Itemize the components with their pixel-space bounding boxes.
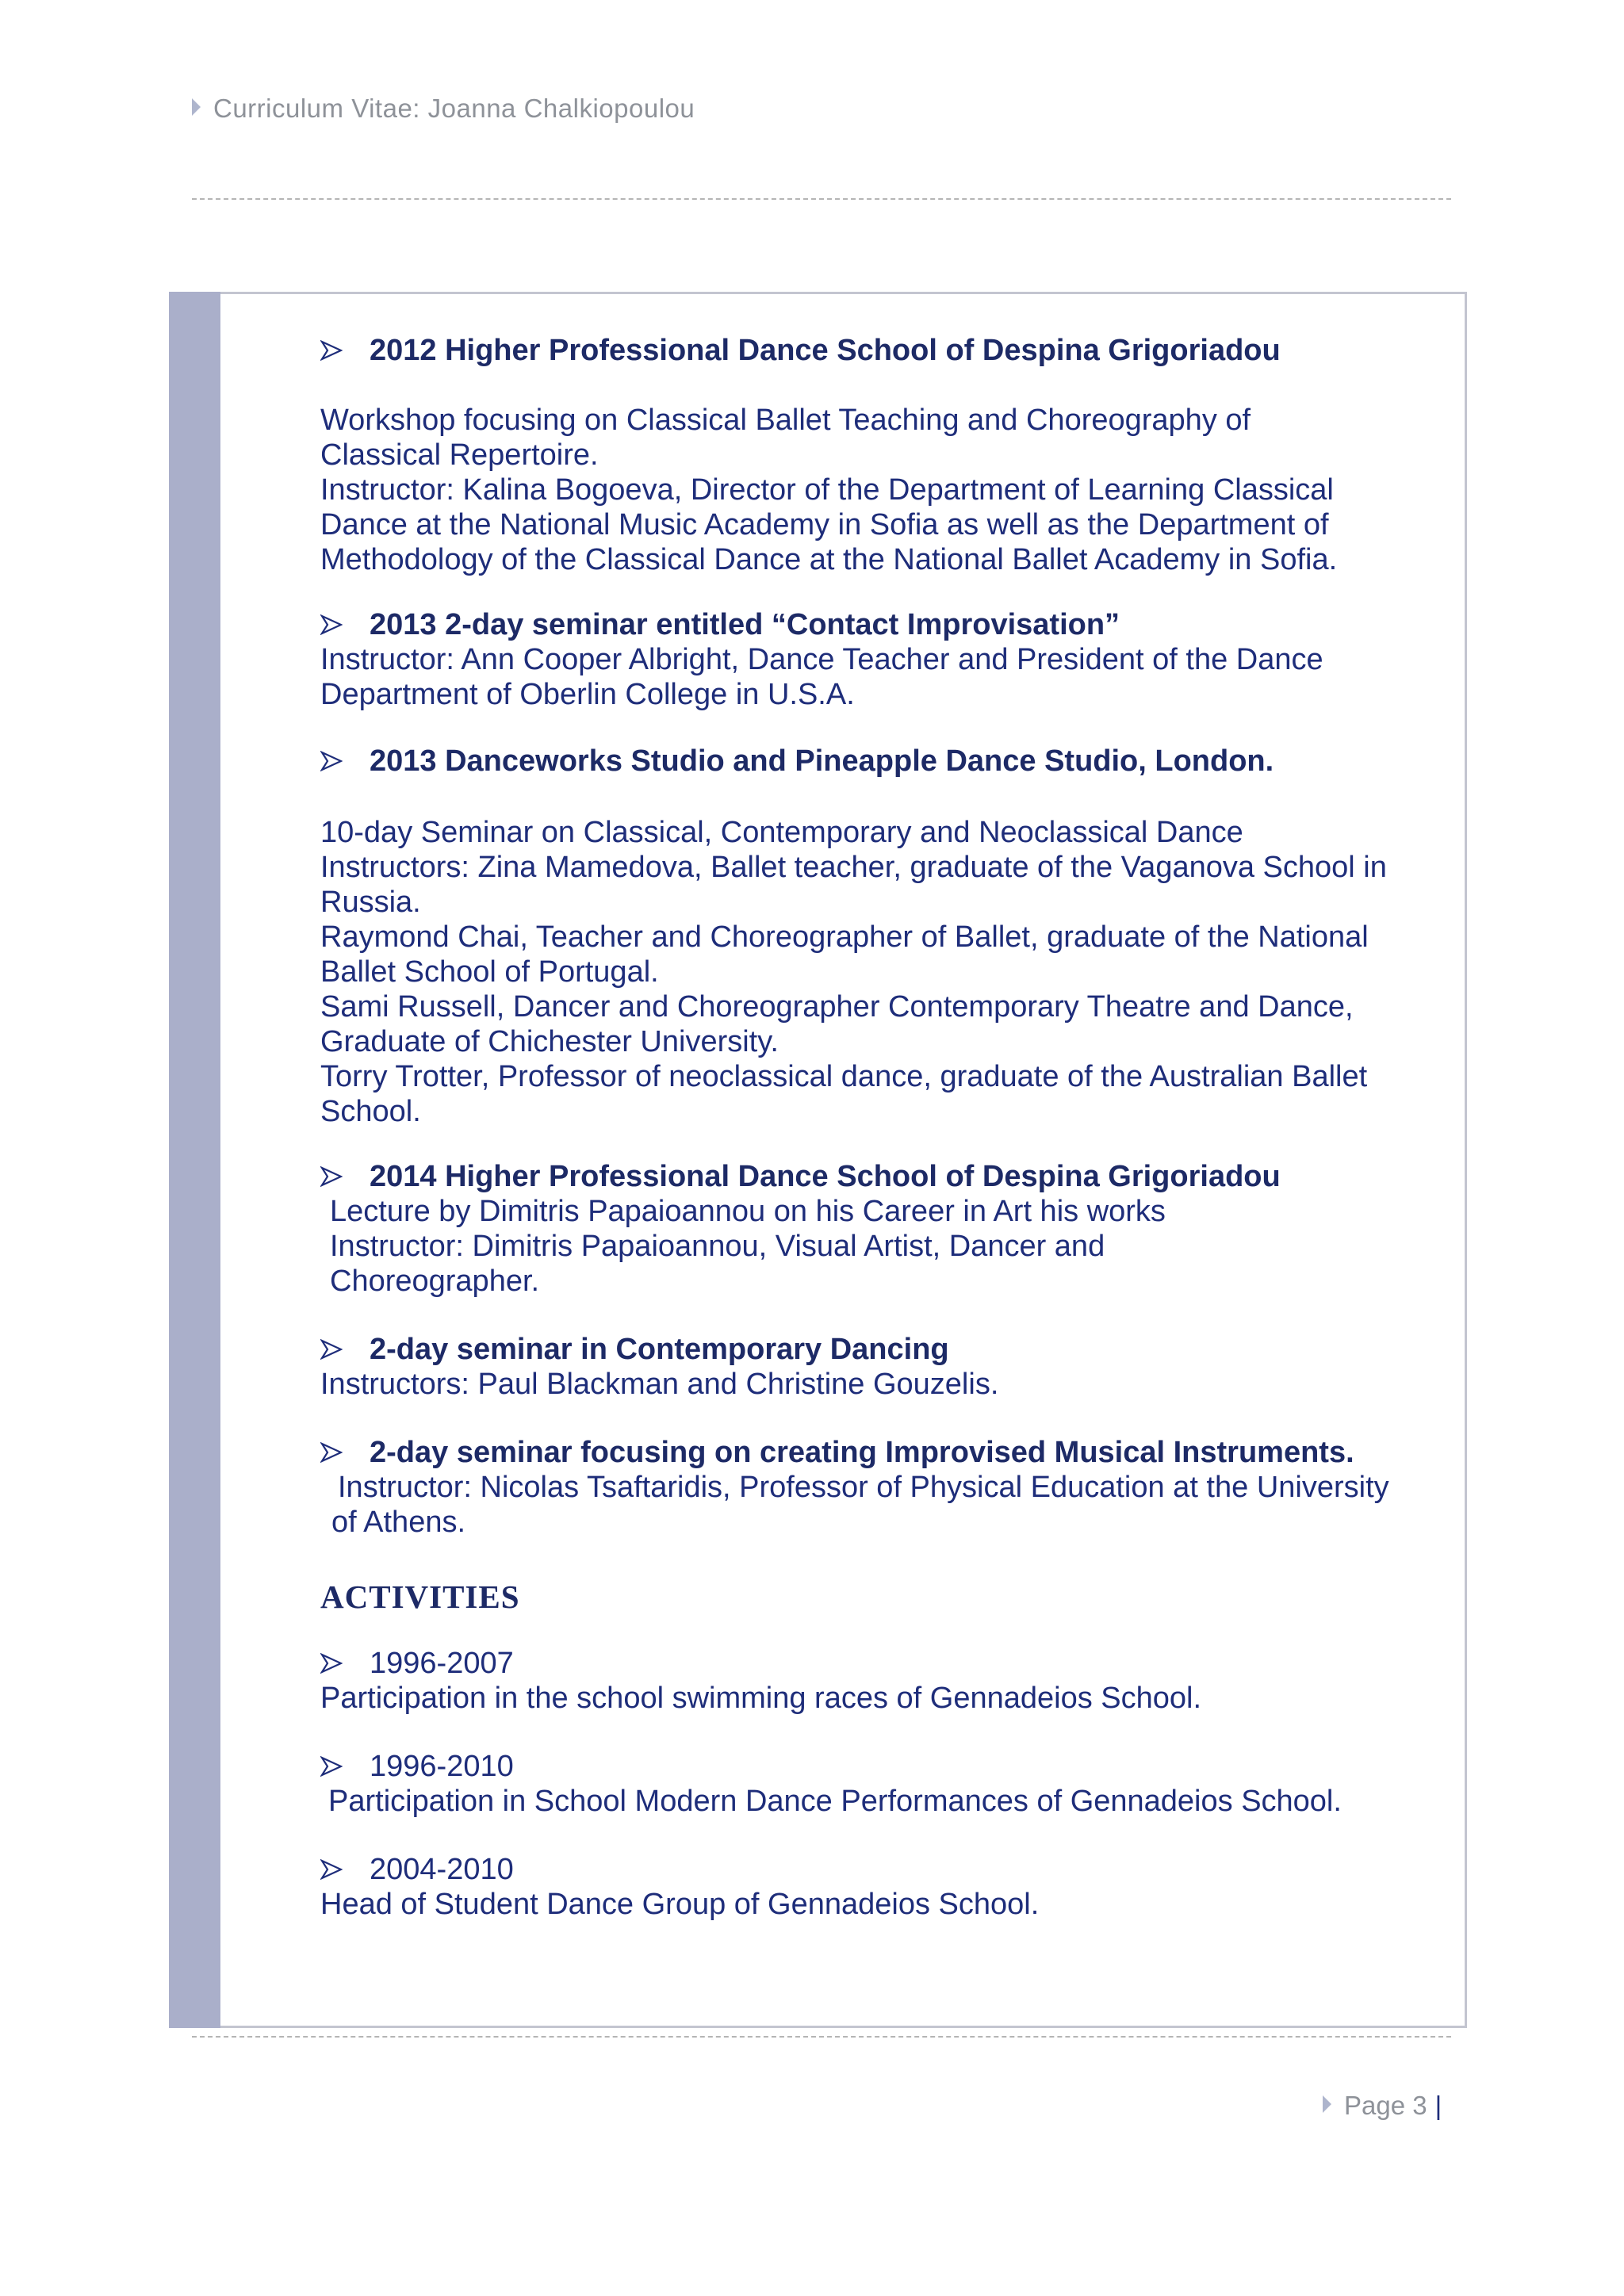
section-heading: 2013 Danceworks Studio and Pineapple Dance Studio, London.: [320, 744, 1415, 779]
arrow-bullet-icon: [320, 1852, 344, 1887]
activity-text: Participation in the school swimming races of Gennadeios School.: [320, 1682, 1202, 1715]
section-body: 10-day Seminar on Classical, Contemporary and Neoclassical Dance Instructors: Zina Mamedova, Ballet teacher, graduate of the Vaganova School in Russia. Raymond Chai, Teacher and Choreographer of Ballet, graduate of the National Ballet School of Portugal. Sami Russell, Dancer and Choreographer Contemporary Theatre and Dance, Graduate of Chichester University. Torry Trotter, Professor of neoclassical dance, graduate of the Australian Ballet School.: [320, 816, 1387, 1128]
arrow-bullet-icon: [320, 1159, 344, 1194]
section-heading: 2012 Higher Professional Dance School of Despina Grigoriadou: [320, 333, 1415, 368]
activity-years: 1996-2010: [320, 1749, 1415, 1784]
arrow-bullet-icon: [320, 1749, 344, 1784]
running-header: [192, 94, 695, 124]
section-heading: 2013 2-day seminar entitled “Contact Improvisation”: [320, 607, 1415, 642]
triangle-right-icon: [1323, 2095, 1331, 2113]
arrow-bullet-icon: [320, 1332, 344, 1367]
sidebar-band: [169, 292, 220, 2028]
page-number: [1323, 2091, 1442, 2121]
section-body: Instructor: Ann Cooper Albright, Dance Teacher and President of the Dance Department of Oberlin College in U.S.A.: [320, 643, 1323, 711]
activities-heading: ACTIVITIES: [320, 1578, 520, 1615]
page-label: Page 3: [1344, 2091, 1427, 2120]
arrow-bullet-icon: [320, 333, 344, 368]
section-body: Instructors: Paul Blackman and Christine Gouzelis.: [320, 1368, 999, 1401]
triangle-right-icon: [192, 98, 201, 116]
arrow-bullet-icon: [320, 744, 344, 779]
page-separator: |: [1434, 2091, 1442, 2120]
header-title: Curriculum Vitae: Joanna Chalkiopoulou: [213, 94, 695, 123]
activity-years: 2004-2010: [320, 1852, 1415, 1887]
arrow-bullet-icon: [320, 1646, 344, 1681]
section-body: Instructor: Nicolas Tsaftaridis, Professor of Physical Education at the University of Athens.: [331, 1471, 1389, 1539]
section-heading: 2-day seminar in Contemporary Dancing: [320, 1332, 1415, 1367]
arrow-bullet-icon: [320, 1435, 344, 1470]
section-heading: 2-day seminar focusing on creating Improvised Musical Instruments.: [320, 1435, 1415, 1470]
cv-content: [320, 333, 1415, 1922]
activity-years: 1996-2007: [320, 1646, 1415, 1681]
arrow-bullet-icon: [320, 607, 344, 642]
section-body: Workshop focusing on Classical Ballet Teaching and Choreography of Classical Repertoire. Instructor: Kalina Bogoeva, Director of the Department of Learning Classical Dance at the National Music Academy in Sofia as well as the Department of Methodology of the Classical Dance at the National Ballet Academy in Sofia.: [320, 404, 1338, 576]
section-heading: 2014 Higher Professional Dance School of Despina Grigoriadou: [320, 1159, 1415, 1194]
activity-text: Participation in School Modern Dance Performances of Gennadeios School.: [328, 1785, 1342, 1818]
header-divider: [192, 198, 1451, 200]
activity-text: Head of Student Dance Group of Gennadeios School.: [320, 1888, 1040, 1921]
section-body: Lecture by Dimitris Papaioannou on his Career in Art his works Instructor: Dimitris Papaioannou, Visual Artist, Dancer and Choreographer.: [330, 1195, 1166, 1298]
footer-divider: [192, 2036, 1451, 2038]
